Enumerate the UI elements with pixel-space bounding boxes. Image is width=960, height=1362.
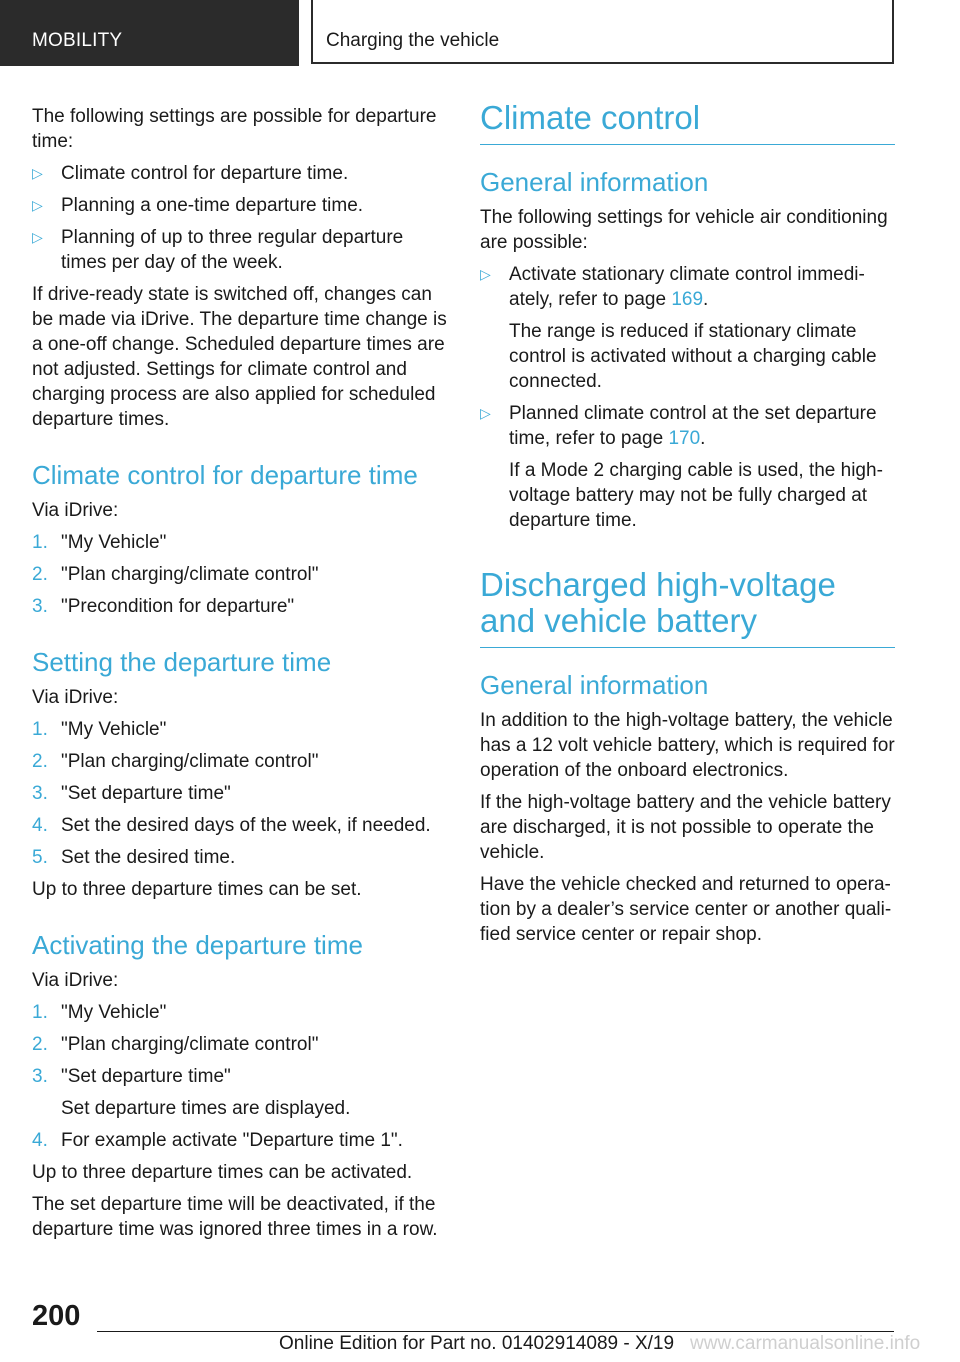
section-title-general-information: General information [480, 167, 709, 197]
triangle-bullet-icon: ▷ [32, 197, 43, 213]
section-title-climate-departure: Climate control for departure time [32, 460, 418, 490]
header-section-tab [0, 0, 299, 66]
steps-activating-departure [32, 1000, 450, 1153]
battery-paragraph-2: If the high-voltage battery and the vehicle battery are discharged, it is not possible to operate the vehicle. [480, 792, 891, 863]
battery-paragraph-3: Have the vehicle checked and returned to operation by a dealer’s service center or another qualified service center or repair shop. [480, 874, 892, 945]
list-item: 1. "My Vehicle" [32, 719, 167, 740]
footer-divider [97, 1331, 894, 1332]
triangle-bullet-icon: ▷ [480, 266, 491, 282]
steps-climate-departure [32, 530, 450, 619]
list-item: 5. Set the desired time. [32, 847, 236, 868]
chapter-title-climate-control: Climate control [480, 100, 895, 145]
section-title-general-information: General information [480, 670, 709, 700]
list-item: 4. Set the desired days of the week, if needed. [32, 815, 431, 836]
header-chapter-tab [311, 0, 894, 64]
list-item: 4. For example activate "Departure time 1". [32, 1130, 403, 1151]
section-title-activating-departure: Activating the departure time [32, 930, 363, 960]
list-item: 2. "Plan charging/climate control" [32, 1034, 319, 1055]
list-item: 3. "Set departure time" [32, 783, 231, 804]
header-chapter-label: Charging the vehicle [326, 30, 500, 51]
list-item: ▷ Activate stationary climate control immediately, refer to page 169. The range is reduced if stationary climate control is activated without a charging cable connected. [480, 262, 895, 394]
via-idrive-label: Via iDrive: [32, 687, 119, 708]
list-item: 2. "Plan charging/climate control" [32, 564, 319, 585]
list-item: ▷ Planning a one-time departure time. [32, 195, 364, 216]
chapter-title-discharged-battery: Discharged high-voltage and vehicle battery [480, 567, 895, 648]
departure-times-note: Up to three departure times can be set. [32, 879, 362, 900]
triangle-bullet-icon: ▷ [480, 405, 491, 421]
item-sub-text: The range is reduced if stationary climate control is activated without a charging cable connected. [509, 321, 877, 392]
list-item: ▷ Planning of up to three regular departure times per day of the week. [32, 227, 404, 273]
via-idrive-label: Via iDrive: [32, 500, 119, 521]
list-item: 3. "Set departure time" Set departure times are displayed. [32, 1064, 450, 1121]
page-link-169[interactable]: 169 [671, 289, 704, 310]
steps-setting-departure [32, 717, 450, 870]
right-column [480, 100, 895, 954]
step-sub-text: Set departure times are displayed. [61, 1098, 351, 1119]
triangle-bullet-icon: ▷ [32, 165, 43, 181]
drive-ready-paragraph: If drive-ready state is switched off, changes can be made via iDrive. The departure time change is a one-off change. Scheduled departure times are not adjusted. Settings for climate control and charging process are also applied for scheduled departure times. [32, 284, 447, 430]
deactivation-note: The set departure time will be deactivated, if the departure time was ignored three times in a row. [32, 1194, 438, 1240]
climate-options-list [480, 262, 895, 533]
page-link-170[interactable]: 170 [668, 428, 701, 449]
list-item: 1. "My Vehicle" [32, 532, 167, 553]
list-item: 2. "Plan charging/climate control" [32, 751, 319, 772]
list-item: ▷ Climate control for departure time. [32, 163, 349, 184]
intro-text: The following settings are possible for departure time: [32, 106, 437, 152]
footer-edition: Online Edition for Part no. 01402914089 - X/19 [279, 1333, 675, 1354]
page-number: 200 [32, 1300, 81, 1332]
left-column [32, 104, 450, 1249]
section-title-setting-departure: Setting the departure time [32, 647, 332, 677]
item-sub-text: If a Mode 2 charging cable is used, the high-voltage battery may not be fully charged at departure time. [509, 460, 883, 531]
via-idrive-label: Via iDrive: [32, 970, 119, 991]
list-item: ▷ Planned climate control at the set departure time, refer to page 170. If a Mode 2 charging cable is used, the high-voltage battery may not be fully charged at departure time. [480, 401, 895, 533]
footer-watermark: www.carmanualsonline.info [690, 1333, 921, 1354]
intro-list [32, 161, 450, 275]
header-section-label: MOBILITY [32, 30, 123, 51]
list-item: 1. "My Vehicle" [32, 1002, 167, 1023]
battery-paragraph-1: In addition to the high-voltage battery, the vehicle has a 12 volt vehicle battery, which is required for operation of the onboard electronics. [480, 710, 895, 781]
activation-note: Up to three departure times can be activated. [32, 1162, 413, 1183]
triangle-bullet-icon: ▷ [32, 229, 43, 245]
list-item: 3. "Precondition for departure" [32, 596, 295, 617]
climate-intro-text: The following settings for vehicle air conditioning are possible: [480, 207, 888, 253]
